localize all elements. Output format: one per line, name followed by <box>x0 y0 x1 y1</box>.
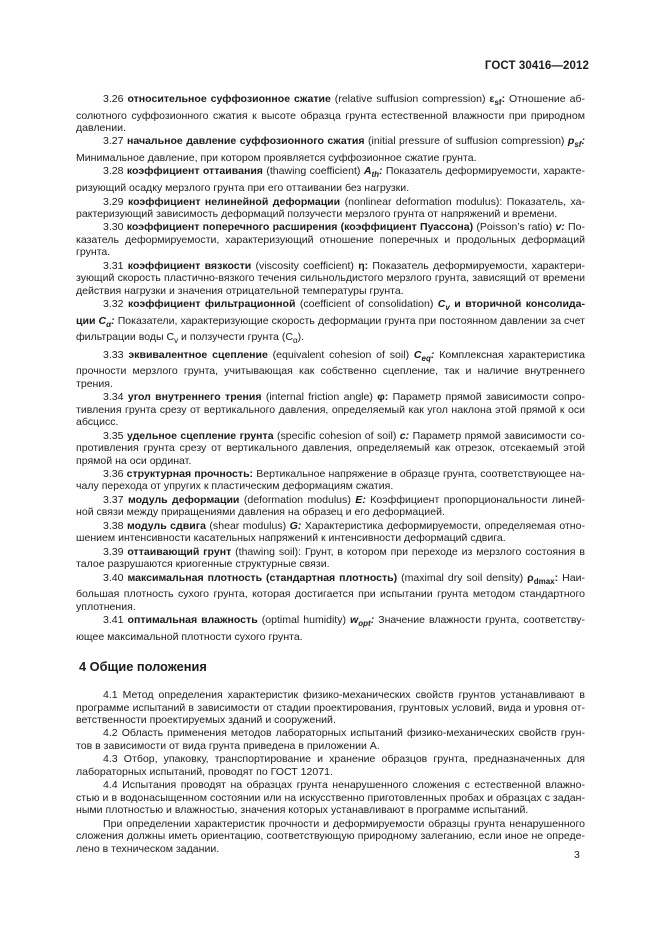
term-symbol: c: <box>399 429 410 442</box>
term-symbol-subscript: dmax <box>533 576 555 586</box>
term-symbol: η: <box>358 259 369 272</box>
term-symbol: $p_{sf}$: <box>567 135 585 150</box>
term-definition <box>76 260 585 297</box>
term-text: Комплексная характеристика прочности мерзлого грунта, учитывающая как собственно сцепление, так и наличие внутреннего трения. <box>76 348 585 390</box>
term-definition <box>76 391 585 428</box>
term-definition <box>76 196 585 221</box>
term-number: 3.40 <box>103 571 128 584</box>
term-symbol: φ: <box>377 391 389 404</box>
term-number: 3.33 <box>103 348 129 361</box>
term-symbol: G: <box>289 519 302 532</box>
term-name: начальное давление суффозионного сжатия <box>126 135 365 148</box>
term-name: угол внутреннего трения <box>127 391 262 404</box>
page-number: 3 <box>574 849 580 861</box>
term-number: 3.35 <box>103 429 127 442</box>
term-name: оптимальная влажность <box>127 614 258 627</box>
term-symbol-subscript: eq <box>421 353 431 363</box>
term-english: (optimal humidity) <box>261 614 347 627</box>
paragraph: 4.4 Испытания проводят на образцах грунта ненарушенного сложения с естественной влажностью и в водонасыщенном состоянии или на искусственно приготовленных пробах и образцах с заданными плотностью и влажностью, значения которых устанавливают в программе испытаний. <box>76 779 585 817</box>
term-definition <box>76 494 585 519</box>
term-text: Значение влажности грунта, соответствующее максимальной плотности сухого грунта. <box>76 614 586 643</box>
symbol-subscript: v <box>174 336 179 346</box>
term-definition <box>76 546 585 571</box>
term-definition <box>76 165 585 194</box>
term-english: (equivalent cohesion of soil) <box>272 348 410 361</box>
term-definition <box>76 520 585 545</box>
term-definition <box>76 298 585 348</box>
term-definition <box>76 614 585 643</box>
term-number: 3.28 <box>103 165 127 178</box>
term-symbol: $A_{th}$: <box>363 165 383 180</box>
term-symbol: E: <box>355 493 366 506</box>
term-definition <box>76 572 585 613</box>
term-symbol: $w_{opt}$: <box>350 614 375 629</box>
term-definition <box>76 468 585 493</box>
term-english: (initial pressure of suffusion compression) <box>368 135 565 148</box>
term-english: (internal friction angle) <box>265 391 373 404</box>
term-symbol: $\varepsilon_{sf}$: <box>489 93 506 108</box>
term-number: 3.26 <box>103 93 128 105</box>
term-name: коэффициент вязкости <box>127 259 252 272</box>
term-number: 3.29 <box>103 195 128 208</box>
term-name: максимальная плотность (стандартная плотность) <box>127 571 398 584</box>
term-text: Вертикальное напряжение в образце грунта, соответствующее началу перехода от упругих к пластическим деформациям сжатия. <box>76 468 585 493</box>
term-english: (Poisson’s ratio) <box>476 221 553 234</box>
term-english: (deformation modulus) <box>243 493 351 506</box>
term-definition <box>76 221 585 258</box>
term-text-end: ). <box>297 331 305 344</box>
term-name: структурная прочность: <box>126 468 254 480</box>
term-text: Параметр прямой зависимости сопротивления грунта срезу от вертикального давления, определяемый как угол наклона этой прямой к оси абсцисс. <box>76 391 585 429</box>
term-name: коэффициент нелинейной деформации <box>127 195 341 208</box>
term-symbol-subscript: opt <box>358 619 371 629</box>
term-text: Показатель деформируемости, характеризующий отношение поперечных и продольных деформаций грунта. <box>76 221 585 259</box>
term-number: 3.27 <box>103 135 127 148</box>
term-text: Показатель деформируемости, характеризующий осадку мерзлого грунта при его оттаивании без нагрузки. <box>76 165 586 195</box>
term-text: Показатели, характеризующие скорость деформации грунта при постоянном давлении за счет фильтрации воды C <box>76 314 585 344</box>
term-english: (shear modulus) <box>209 519 287 532</box>
term-english: (relative suffusion compression) <box>334 93 486 105</box>
paragraph: 4.1 Метод определения характеристик физико-механических свойств грунтов устанавливают в программе испытаний в зависимости от стадии проектирования, грунтовых условий, вида и уровня ответственности проектируемых зданий и сооружений. <box>76 689 585 727</box>
term-name: относительное суффозионное сжатие <box>127 93 331 105</box>
paragraph: 4.3 Отбор, упаковку, транспортирование и хранение образцов грунта, предназначенных для лабораторных испытаний, проводят по ГОСТ 12071. <box>76 753 585 778</box>
term-text: Коэффициент пропорциональности линейной связи между приращениями давления на образец и его деформацией. <box>76 493 586 519</box>
term-name: коэффициент фильтрационной <box>127 298 296 311</box>
term-number: 3.36 <box>103 468 127 480</box>
term-symbol-subscript: sf <box>574 140 582 150</box>
term-english: (maximal dry soil density) <box>401 571 524 584</box>
term-symbol-subscript: v <box>445 303 450 313</box>
term-english: (viscosity coefficient) <box>255 259 354 272</box>
term-symbol: $C_v$ <box>437 298 450 313</box>
term-number: 3.37 <box>103 493 128 506</box>
term-text: Наибольшая плотность сухого грунта, которая достигается при испытании грунта методом стандартного уплотнения. <box>76 571 585 613</box>
term-name: оттаивающий грунт <box>127 545 232 558</box>
term-english: (coefficient of consolidation) <box>299 298 434 311</box>
term-symbol: $\rho_{dmax}$: <box>527 571 559 586</box>
term-number: 3.31 <box>103 259 128 272</box>
term-english: (thawing soil): <box>235 545 302 558</box>
term-definition <box>76 93 585 134</box>
term-name-secondary: и вторичной консолидации <box>76 298 586 327</box>
term-name: модуль сдвига <box>127 519 206 532</box>
term-name: удельное сцепление грунта <box>126 429 274 442</box>
term-symbol: $C_\alpha$: <box>98 314 115 329</box>
term-text: Показатель, характеризующий зависимость деформаций ползучести мерзлого грунта от напряжений и времени. <box>76 195 585 220</box>
term-definition <box>76 349 585 390</box>
symbol-subscript: α <box>292 336 298 346</box>
term-text: Минимальное давление, при котором проявляется суффозионное сжатие грунта. <box>76 152 477 165</box>
section-heading: 4 Общие положения <box>79 659 207 675</box>
term-number: 3.38 <box>103 519 127 532</box>
term-text: Характеристика деформируемости, определяемая отношением интенсивности касательных напряжений к интенсивности деформаций сдвига. <box>76 519 585 545</box>
term-name: эквивалентное сцепление <box>128 348 268 361</box>
term-symbol-subscript: sf <box>494 98 502 108</box>
term-symbol-subscript: α <box>106 319 112 329</box>
document-header: ГОСТ 30416—2012 <box>484 60 589 72</box>
paragraph: При определении характеристик прочности и деформируемости образцы грунта ненарушенного сложения должны иметь ориентацию, соответствующую природному залеганию, если иное не определено в техническом задании. <box>76 817 585 855</box>
term-symbol: $C_{eq}$: <box>413 348 435 363</box>
paragraph: 4.2 Область применения методов лабораторных испытаний физико-механических свойств грунтов в зависимости от вида грунта приведена в приложении А. <box>76 727 585 752</box>
term-number: 3.41 <box>103 614 128 627</box>
term-text: Показатель деформируемости, характеризующий скорость пластично-вязкого течения сильнольдистого мерзлого грунта, зависящий от времени действия нагрузки и значения отрицательной температуры грунта. <box>76 259 585 297</box>
term-text: Отношение абсолютного суффозионного сжатия к высоте образца грунта естественной влажности при природном давлении. <box>76 93 585 135</box>
term-name: коэффициент поперечного расширения (коэффициент Пуассона) <box>126 221 474 234</box>
term-english: (thawing coefficient) <box>266 165 361 178</box>
term-number: 3.39 <box>103 545 128 558</box>
term-definition <box>76 135 585 164</box>
term-symbol-subscript: th <box>371 170 379 180</box>
term-number: 3.30 <box>103 221 127 234</box>
term-text-tail: и ползучести грунта (C <box>178 331 293 344</box>
document-body <box>76 93 585 856</box>
term-name: модуль деформации <box>127 493 240 506</box>
term-name: коэффициент оттаивания <box>126 165 263 178</box>
term-number: 3.34 <box>103 391 128 404</box>
term-number: 3.32 <box>103 298 128 311</box>
term-text: Параметр прямой зависимости сопротивления грунта срезу от вертикального давления, определяемый как отрезок, отсекаемый этой прямой на оси ординат. <box>76 429 585 467</box>
term-symbol: v: <box>555 221 565 234</box>
term-english: (nonlinear deformation modulus): <box>344 195 503 208</box>
term-english: (specific cohesion of soil) <box>277 429 397 442</box>
term-text: Грунт, в котором при переходе из мерзлого состояния в талое разрушаются криогенные структурные связи. <box>76 545 585 571</box>
term-definition <box>76 430 585 467</box>
